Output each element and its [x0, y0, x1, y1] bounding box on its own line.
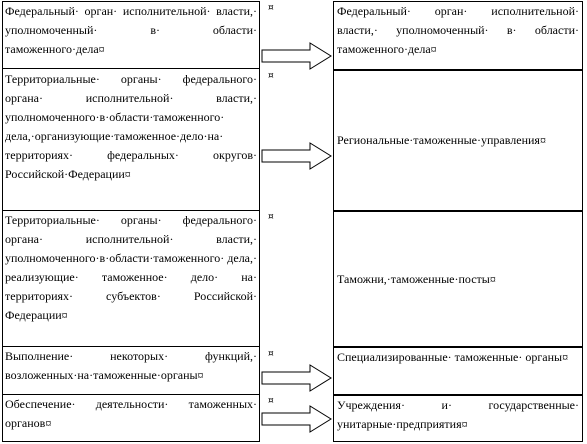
right-cell-text: Учреждения· и· государственные· унитарные·предприятия¤: [337, 398, 579, 431]
arrow-right-2: [262, 143, 331, 169]
left-cell-text: Выполнение· некоторых· функций,· возложенных·на·таможенные·органы¤: [5, 349, 257, 382]
right-cell-text: Региональные·таможенные·управления¤: [337, 133, 546, 147]
cell-end-mark: ¤: [268, 212, 274, 222]
right-cell-text: Специализированные· таможенные· органы¤: [337, 350, 569, 364]
cell-end-mark: ¤: [268, 71, 274, 81]
right-cell-text: Федеральный· орган· исполнительной· власти,· уполномоченный· в· области· таможенного·дела¤: [337, 4, 579, 56]
arrow-right-4: [262, 406, 331, 432]
left-cell-text: Территориальные· органы· федерального· органа· исполнительной· власти,· уполномоченного·в·области·таможенного· дела,·организующие·таможенное·дело·на· территориях· федеральных· округов· Российской·Федерации¤: [5, 72, 257, 181]
left-cell-text: Территориальные· органы· федерального· органа· исполнительной· власти,· уполномоченного·в·области·таможенного· дела,· реализующие· таможенное· дело· на· территориях· субъектов· Российской· Федерации¤: [5, 213, 257, 322]
cell-end-mark: ¤: [268, 349, 274, 359]
right-cell-text: Таможни,·таможенные·посты¤: [337, 271, 496, 286]
arrow-right-3: [262, 365, 331, 391]
left-cell-text: Федеральный· орган· исполнительной· власти,· уполномоченный· в· области· таможенного·дела¤: [5, 4, 257, 56]
arrow-right-1: [262, 43, 331, 69]
cell-end-mark: ¤: [268, 3, 274, 13]
left-cell-text: Обеспечение· деятельности· таможенных· органов¤: [5, 397, 257, 430]
cell-end-mark: ¤: [268, 396, 274, 406]
